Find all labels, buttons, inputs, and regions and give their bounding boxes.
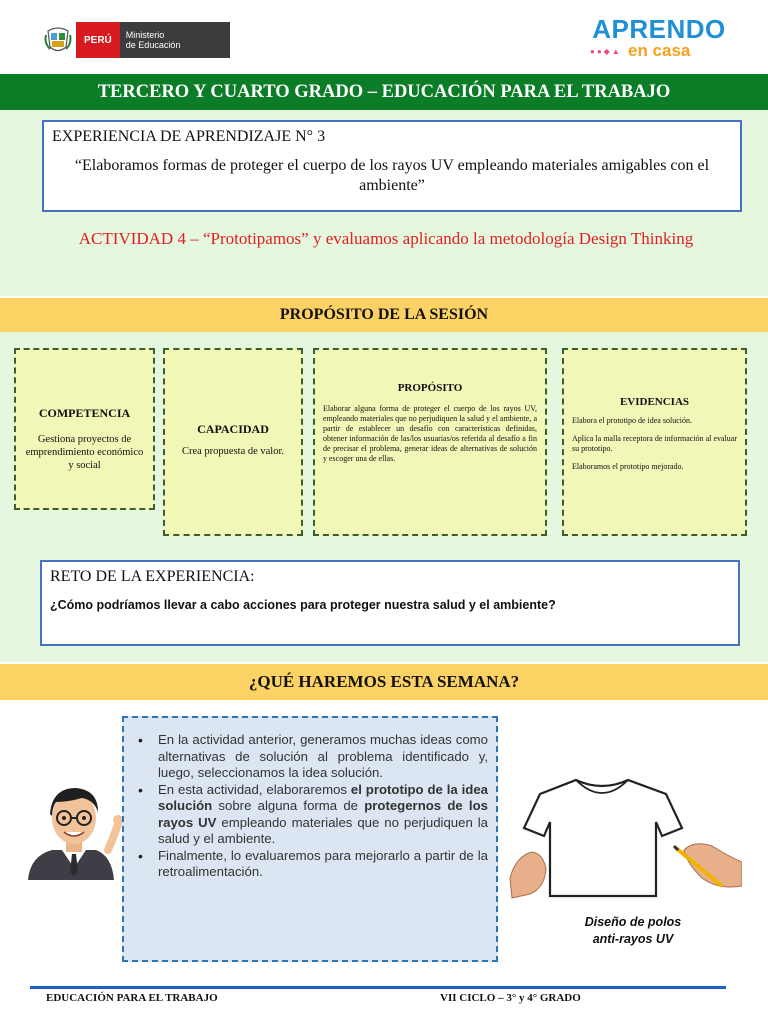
evidencias-title: EVIDENCIAS bbox=[619, 396, 690, 408]
footer-cycle: VII CICLO – 3° y 4° GRADO bbox=[440, 992, 581, 1004]
grade-banner: TERCERO Y CUARTO GRADO – EDUCACIÓN PARA EL TRABAJO bbox=[0, 74, 768, 110]
competencia-title: COMPETENCIA bbox=[38, 406, 131, 420]
competencia-text: Gestiona proyectos de emprendimiento económico y social bbox=[25, 434, 144, 471]
caption-line1: Diseño de polos bbox=[584, 915, 682, 929]
footer-divider bbox=[30, 986, 726, 989]
experience-description: “Elaboramos formas de proteger el cuerpo de los rayos UV empleando materiales amigables con el ambiente” bbox=[74, 157, 710, 194]
challenge-box bbox=[40, 560, 740, 646]
week-bullet-emphasis: el prototipo de la idea solución bbox=[158, 781, 488, 813]
ministry-line2: de Educación bbox=[125, 40, 181, 50]
capacidad-card bbox=[163, 348, 303, 536]
aprendo-en-casa-logo bbox=[588, 16, 730, 60]
peru-label: PERÚ bbox=[76, 22, 120, 58]
capacidad-text: Crea propuesta de valor. bbox=[181, 446, 285, 457]
week-bullet-text: En esta actividad, elaboraremos bbox=[158, 781, 351, 797]
purpose-bar: PROPÓSITO DE LA SESIÓN bbox=[0, 298, 768, 332]
tshirt-caption bbox=[548, 914, 718, 948]
proposito-text: Elaborar alguna forma de proteger el cuerpo de los rayos UV, empleando materiales que no perjudiquen la salud y el ambiente, a partir de establecer un desafío con características definidas, obtener información de las/los usuarias/os referida al desafío a fin de precisar el problema, generar ideas de alternativas de solución y escoger una de ellas. bbox=[323, 404, 537, 463]
week-bullet-text: sobre alguna forma de bbox=[212, 798, 365, 813]
competencia-card bbox=[14, 348, 155, 510]
week-bullet-text: Finalmente, lo evaluaremos para mejorarlo a partir de la retroalimentación. bbox=[158, 847, 488, 879]
proposito-title: PROPÓSITO bbox=[397, 382, 463, 394]
week-bullet bbox=[134, 732, 488, 782]
proposito-card bbox=[313, 348, 547, 536]
tshirt-sketch-image bbox=[506, 766, 742, 916]
evidencias-card bbox=[562, 348, 747, 536]
week-summary-box bbox=[122, 716, 498, 962]
week-bullet bbox=[134, 782, 488, 848]
activity-title: ACTIVIDAD 4 – “Prototipamos” y evaluamos aplicando la metodología Design Thinking bbox=[78, 229, 694, 248]
experience-box bbox=[42, 120, 742, 212]
ministry-label bbox=[120, 22, 230, 58]
footer-subject: EDUCACIÓN PARA EL TRABAJO bbox=[46, 992, 218, 1004]
challenge-title: RETO DE LA EXPERIENCIA: bbox=[50, 568, 255, 585]
evidencias-item: Aplica la malla receptora de información al evaluar su prototipo. bbox=[572, 434, 737, 453]
ministry-line1: Ministerio bbox=[125, 30, 165, 40]
experience-title: EXPERIENCIA DE APRENDIZAJE N° 3 bbox=[52, 128, 326, 145]
coat-of-arms-icon bbox=[40, 22, 76, 58]
brand-dots-icon: ●●◆▲ bbox=[590, 47, 622, 56]
week-bullet-text: En la actividad anterior, generamos muchas ideas como alternativas de solución al problema identificado y, luego, seleccionamos la idea solución. bbox=[158, 732, 488, 780]
week-bullet bbox=[134, 848, 488, 881]
evidencias-item: Elabora el prototipo de idea solución. bbox=[572, 416, 692, 425]
evidencias-item: Elaboramos el prototipo mejorado. bbox=[572, 462, 684, 471]
brand-bottom: en casa bbox=[628, 41, 691, 60]
week-bullet-text: empleando materiales que no perjudiquen la salud y el ambiente. bbox=[158, 814, 488, 846]
challenge-question: ¿Cómo podríamos llevar a cabo acciones para proteger nuestra salud y el ambiente? bbox=[50, 598, 556, 612]
minedu-logo bbox=[40, 22, 230, 58]
week-bullet-emphasis: protegernos de los rayos UV bbox=[158, 798, 488, 830]
teacher-avatar bbox=[22, 776, 126, 880]
caption-line2: anti-rayos UV bbox=[592, 932, 674, 946]
capacidad-title: CAPACIDAD bbox=[197, 422, 269, 436]
week-bar: ¿QUÉ HAREMOS ESTA SEMANA? bbox=[0, 664, 768, 700]
brand-top: APRENDO bbox=[592, 14, 726, 44]
